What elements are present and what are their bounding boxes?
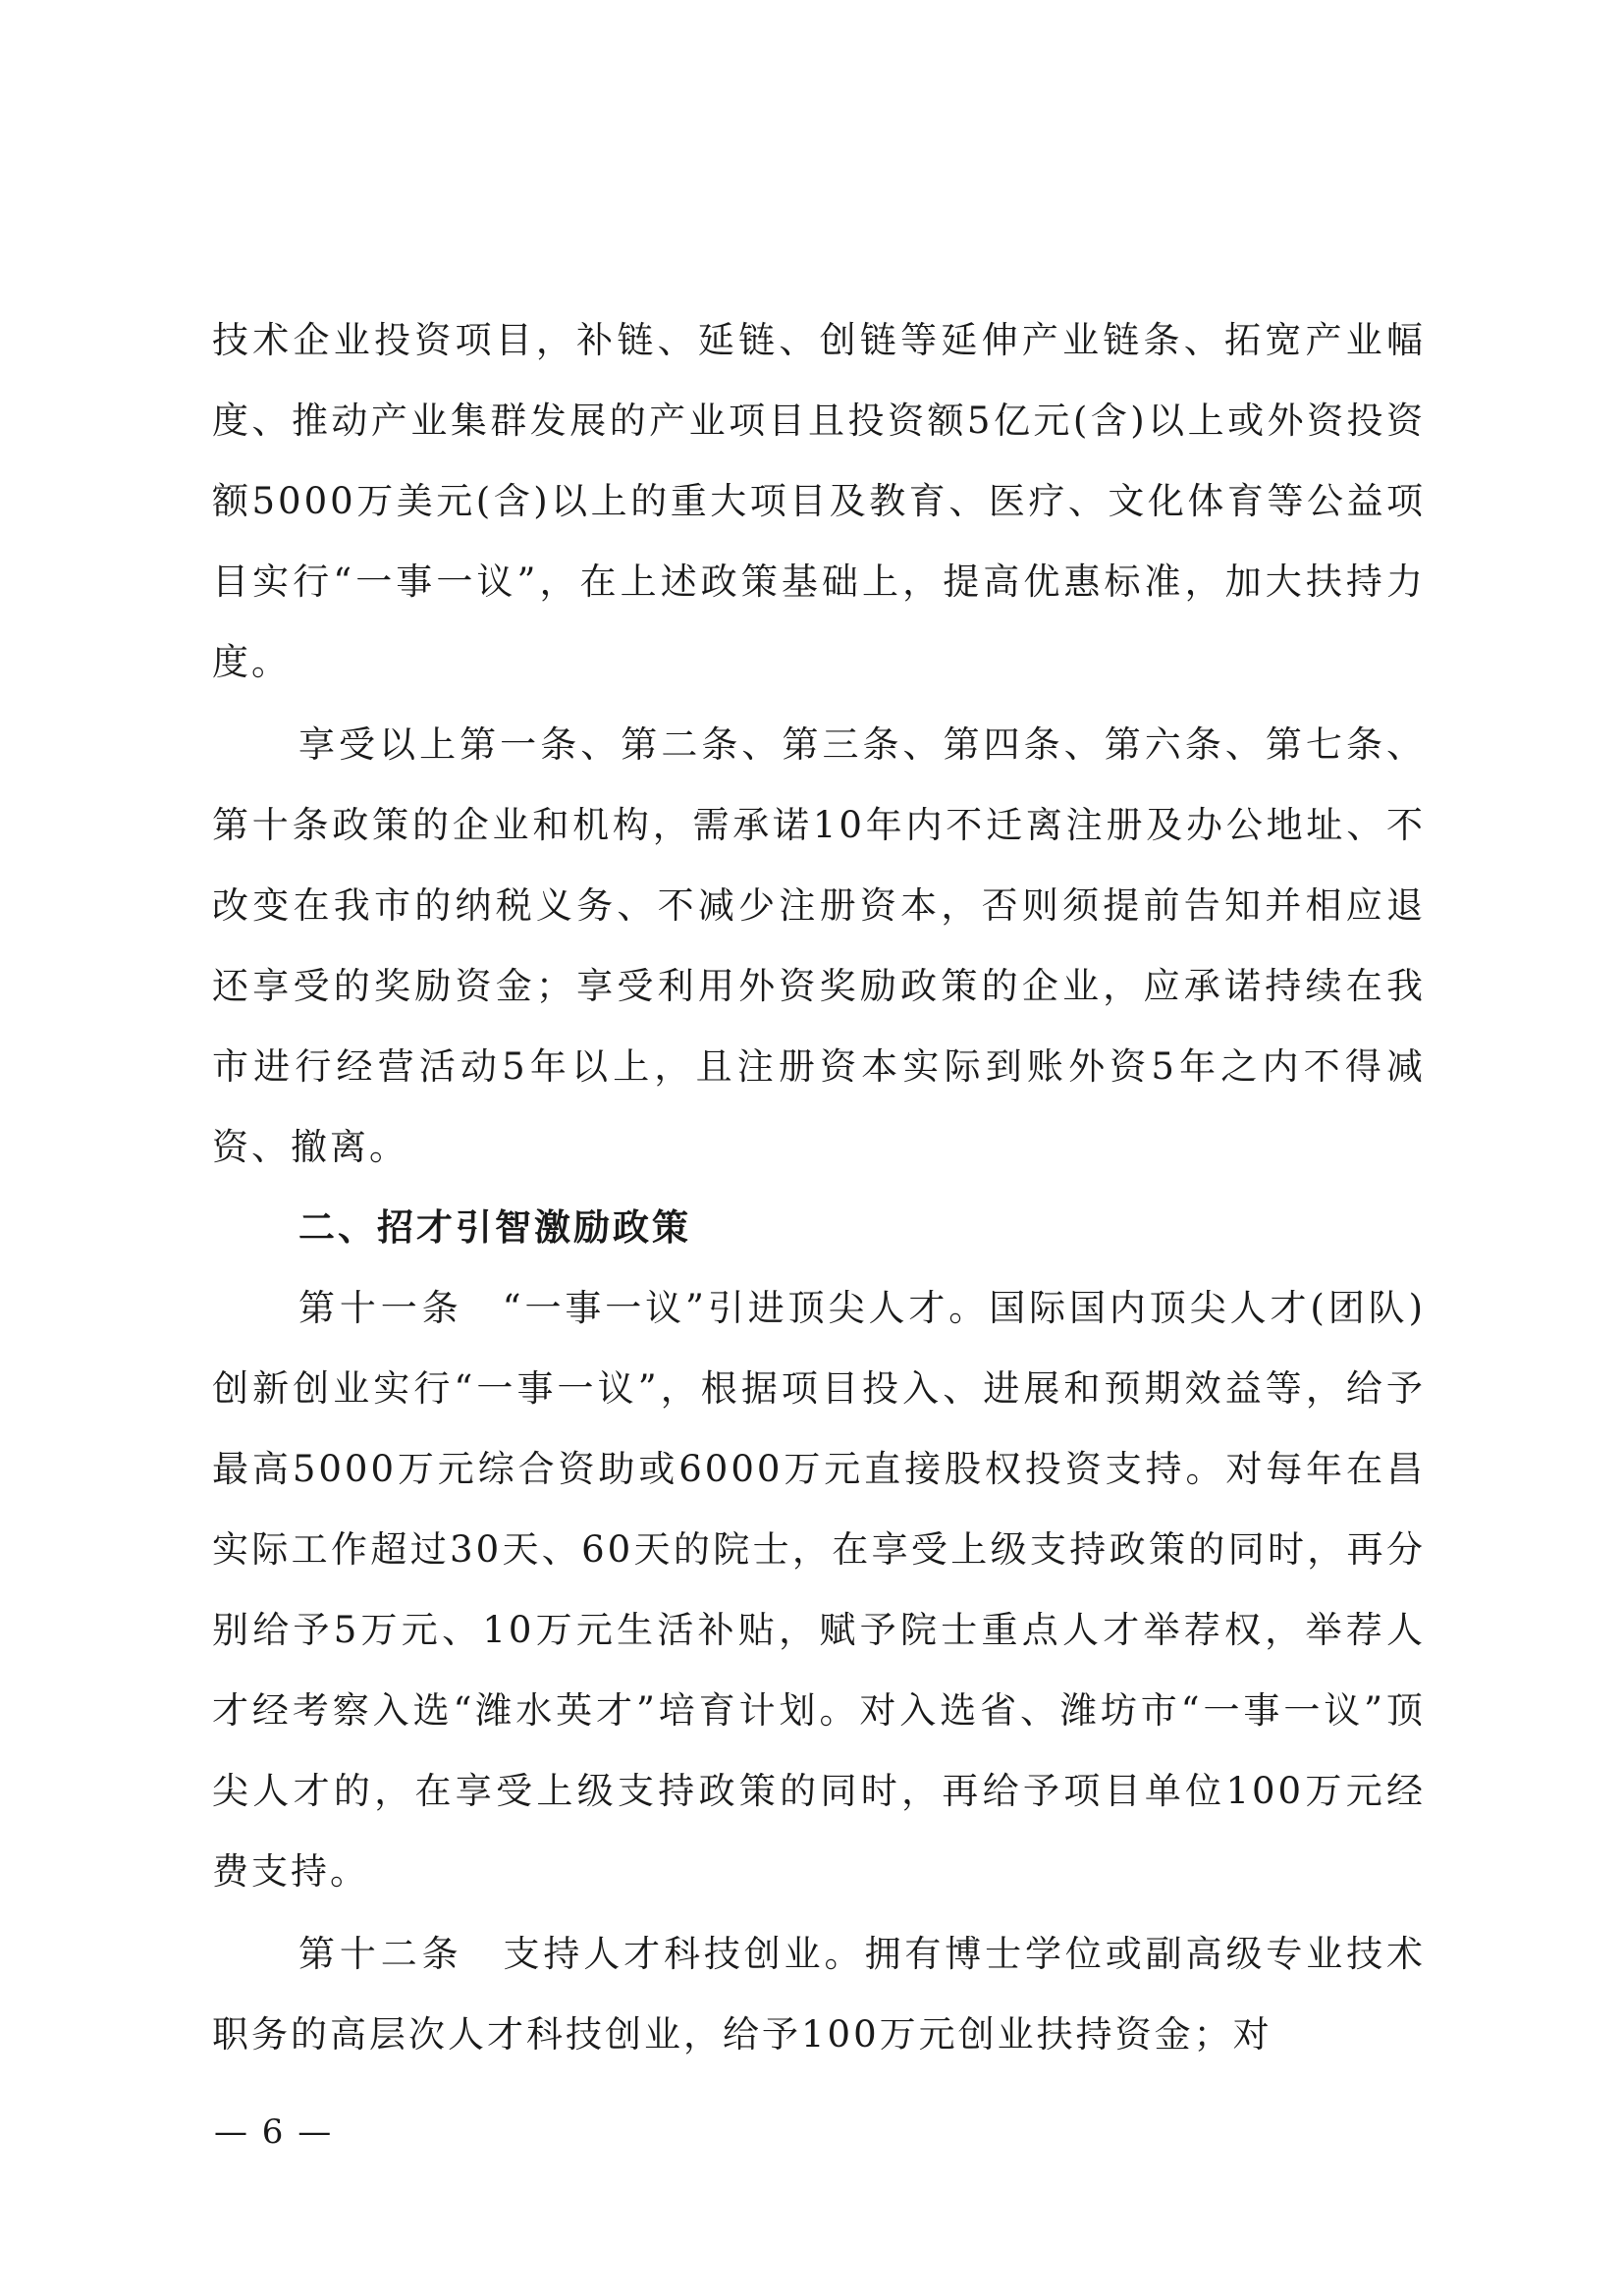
page-number: — 6 — xyxy=(214,2112,334,2152)
article-twelve-title: 第十二条 xyxy=(298,1933,463,1975)
article-eleven-body: “一事一议”引进顶尖人才。国际国内顶尖人才(团队)创新创业实行“一事一议”，根据项目投入、进展和预期效益等，给予最高5000万元综合资助或6000万元直接股权投资支持。对每年在昌实际工作超过30天、60天的院士，在享受上级支持政策的同时，再分别给予5万元、10万元生活补贴，赋予院士重点人才举荐权，举荐人才经考察入选“潍水英才”培育计划。对入选省、潍坊市“一事一议”顶尖人才的，在享受上级支持政策的同时，再给予项目单位100万元经费支持。 xyxy=(212,1287,1427,1893)
article-eleven xyxy=(212,1268,1426,1912)
article-twelve xyxy=(212,1914,1426,2075)
paragraph-continuation: 技术企业投资项目，补链、延链、创链等延伸产业链条、拓宽产业幅度、推动产业集群发展的产业项目且投资额5亿元(含)以上或外资投资额5000万美元(含)以上的重大项目及教育、医疗、文化体育等公益项目实行“一事一议”，在上述政策基础上，提高优惠标准，加大扶持力度。 xyxy=(212,319,1426,683)
article-twelve-body: 支持人才科技创业。拥有博士学位或副高级专业技术职务的高层次人才科技创业，给予100万元创业扶持资金；对 xyxy=(212,1933,1427,2056)
paragraph-commitment: 享受以上第一条、第二条、第三条、第四条、第六条、第七条、第十条政策的企业和机构，需承诺10年内不迁离注册及办公地址、不改变在我市的纳税义务、不减少注册资本，否则须提前告知并相应退还享受的奖励资金；享受利用外资奖励政策的企业，应承诺持续在我市进行经营活动5年以上，且注册资本实际到账外资5年之内不得减资、撤离。 xyxy=(212,723,1426,1168)
document-body xyxy=(212,300,1426,2075)
section-heading: 二、招才引智激励政策 xyxy=(298,1206,691,1249)
article-eleven-title: 第十一条 xyxy=(298,1287,463,1329)
